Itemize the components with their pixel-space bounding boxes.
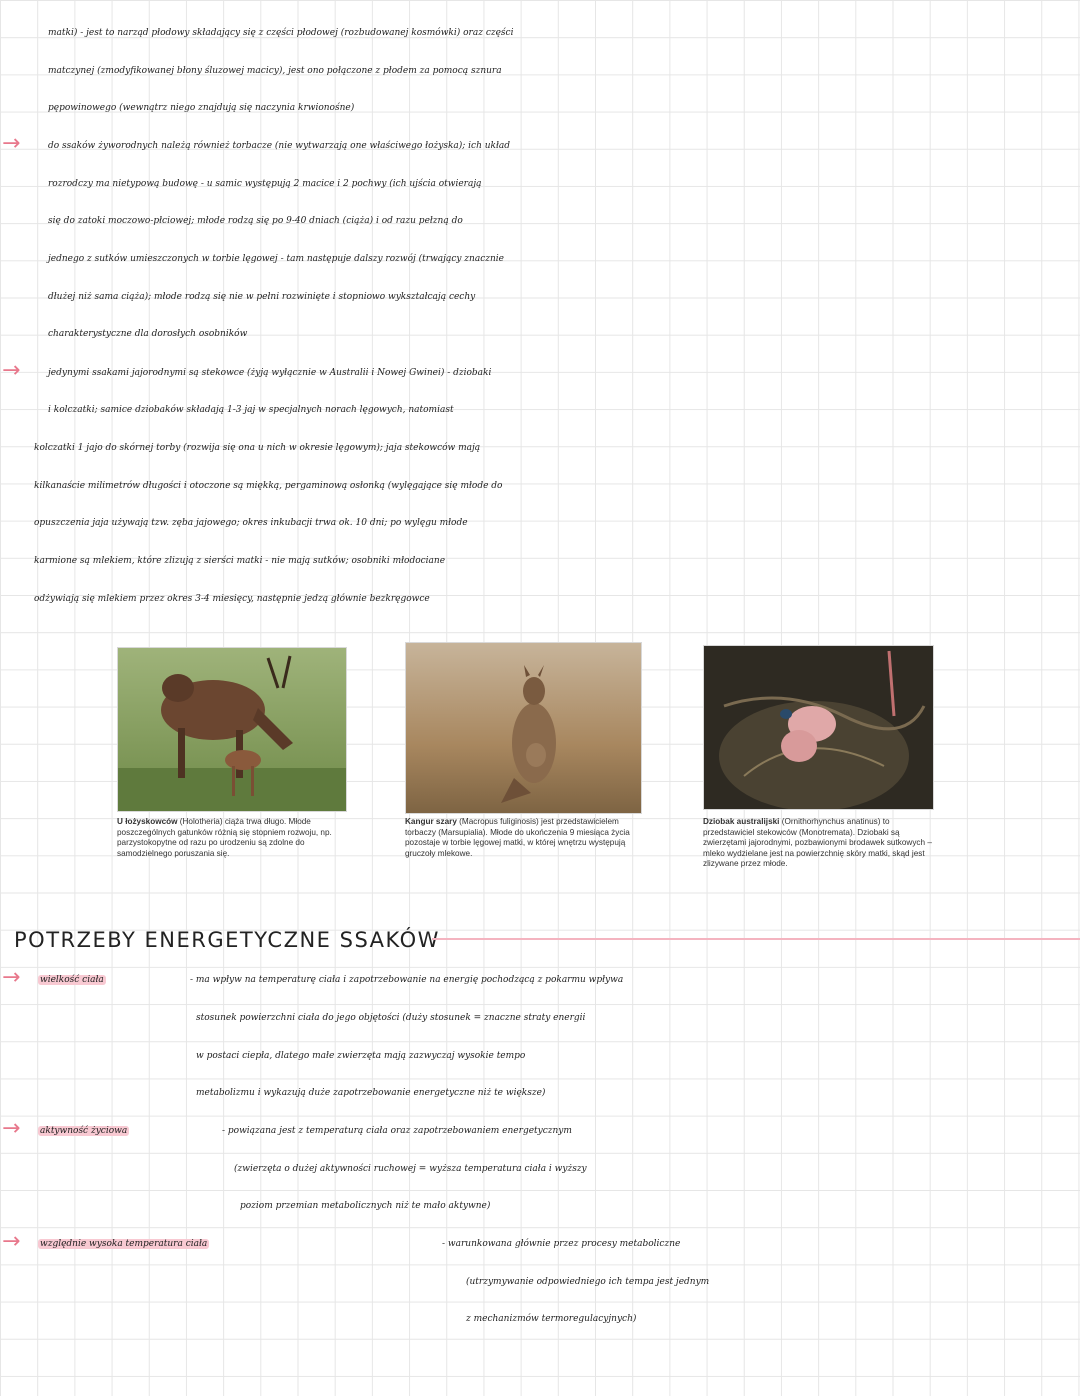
arrow-icon: →	[2, 1116, 21, 1141]
antelope-photo	[117, 647, 347, 812]
note-line: matki) - jest to narząd płodowy składający się z części płodowej (rozbudowanej kosmówki) oraz części	[48, 28, 514, 38]
note-line: kolczatki 1 jajo do skórnej torby (rozwija się ona u nich w okresie lęgowym); jaja stekowców mają	[34, 443, 481, 453]
energy-term: wielkość ciała	[40, 975, 104, 985]
energy-term: względnie wysoka temperatura ciała	[40, 1239, 208, 1249]
note-line: - warunkowana głównie przez procesy metaboliczne	[442, 1239, 681, 1249]
note-line: jednego z sutków umieszczonych w torbie lęgowej - tam następuje dalszy rozwój (trwający znacznie	[48, 254, 504, 264]
section-divider	[432, 938, 1080, 940]
arrow-icon: →	[2, 1229, 21, 1254]
note-line: - ma wpływ na temperaturę ciała i zapotrzebowanie na energię pochodzącą z pokarmu wpływa	[190, 975, 624, 985]
note-line: jedynymi ssakami jajorodnymi są stekowce (żyją wyłącznie w Australii i Nowej Gwinei) - dziobaki	[48, 368, 492, 378]
note-line: opuszczenia jaja używają tzw. zęba jajowego; okres inkubacji trwa ok. 10 dni; po wylęgu młode	[34, 518, 468, 528]
energy-term: aktywność życiowa	[40, 1126, 128, 1136]
note-line: i kolczatki; samice dziobaków składają 1-3 jaj w specjalnych norach lęgowych, natomiast	[48, 405, 454, 415]
arrow-icon: →	[2, 965, 21, 990]
note-line: się do zatoki moczowo-płciowej; młode rodzą się po 9-40 dniach (ciąża) i od razu pełzną do	[48, 216, 463, 226]
figure-caption: U łożyskowców (Holotheria) ciąża trwa długo. Młode poszczególnych gatunków różnią się stopniem rozwoju, np. parzystokopytne od razu po urodzeniu są zdolne do samodzielnego poruszania się.	[117, 817, 332, 858]
platypus-photo	[703, 645, 934, 810]
note-line: (utrzymywanie odpowiedniego ich tempa jest jednym	[466, 1277, 710, 1287]
kangaroo-photo	[405, 642, 642, 814]
note-line: dłużej niż sama ciąża); młode rodzą się nie w pełni rozwinięte i stopniowo wykształcają cechy	[48, 292, 476, 302]
note-line: w postaci ciepła, dlatego małe zwierzęta mają zazwyczaj wysokie tempo	[196, 1051, 526, 1061]
note-line: poziom przemian metabolicznych niż te mało aktywne)	[240, 1201, 491, 1211]
figure-caption: Kangur szary (Macropus fuliginosis) jest przedstawicielem torbaczy (Marsupialia). Młode do ukończenia 9 miesiąca życia pozostaje w torbie lęgowej matki, w której wnętrzu występują gruczoły mlekowe.	[405, 817, 630, 858]
section-title: POTRZEBY ENERGETYCZNE SSAKÓW	[14, 928, 440, 952]
note-line: karmione są mlekiem, które zlizują z sierści matki - nie mają sutków; osobniki młodociane	[34, 556, 446, 566]
arrow-icon: →	[2, 131, 21, 156]
figure-caption: Dziobak australijski (Ornithorhynchus anatinus) to przedstawiciel stekowców (Monotremata). Dziobaki są zwierzętami jajorodnymi, pozbawionymi brodawek sutkowych – mleko wydzielane jest na powierzchnię skóry matki, skąd jest zlizywane przez młode.	[703, 817, 932, 868]
note-line: charakterystyczne dla dorosłych osobników	[48, 329, 248, 339]
note-line: pępowinowego (wewnątrz niego znajdują się naczynia krwionośne)	[48, 103, 355, 113]
note-line: metabolizmu i wykazują duże zapotrzebowanie energetyczne niż te większe)	[196, 1088, 546, 1098]
note-line: z mechanizmów termoregulacyjnych)	[466, 1314, 637, 1324]
note-line: - powiązana jest z temperaturą ciała oraz zapotrzebowaniem energetycznym	[222, 1126, 572, 1136]
note-line: (zwierzęta o dużej aktywności ruchowej = wyższa temperatura ciała i wyższy	[234, 1164, 587, 1174]
note-line: odżywiają się mlekiem przez okres 3-4 miesięcy, następnie jedzą głównie bezkręgowce	[34, 594, 430, 604]
note-line: matczynej (zmodyfikowanej błony śluzowej macicy), jest ono połączone z płodem za pomocą sznura	[48, 66, 502, 76]
note-line: kilkanaście milimetrów długości i otoczone są miękką, pergaminową osłonką (wylęgające się młode do	[34, 481, 503, 491]
note-line: stosunek powierzchni ciała do jego objętości (duży stosunek = znaczne straty energii	[196, 1013, 586, 1023]
note-line: do ssaków żyworodnych należą również torbacze (nie wytwarzają one właściwego łożyska); ich układ	[48, 141, 511, 151]
note-line: rozrodczy ma nietypową budowę - u samic występują 2 macice i 2 pochwy (ich ujścia otwierają	[48, 179, 482, 189]
arrow-icon: →	[2, 358, 21, 383]
